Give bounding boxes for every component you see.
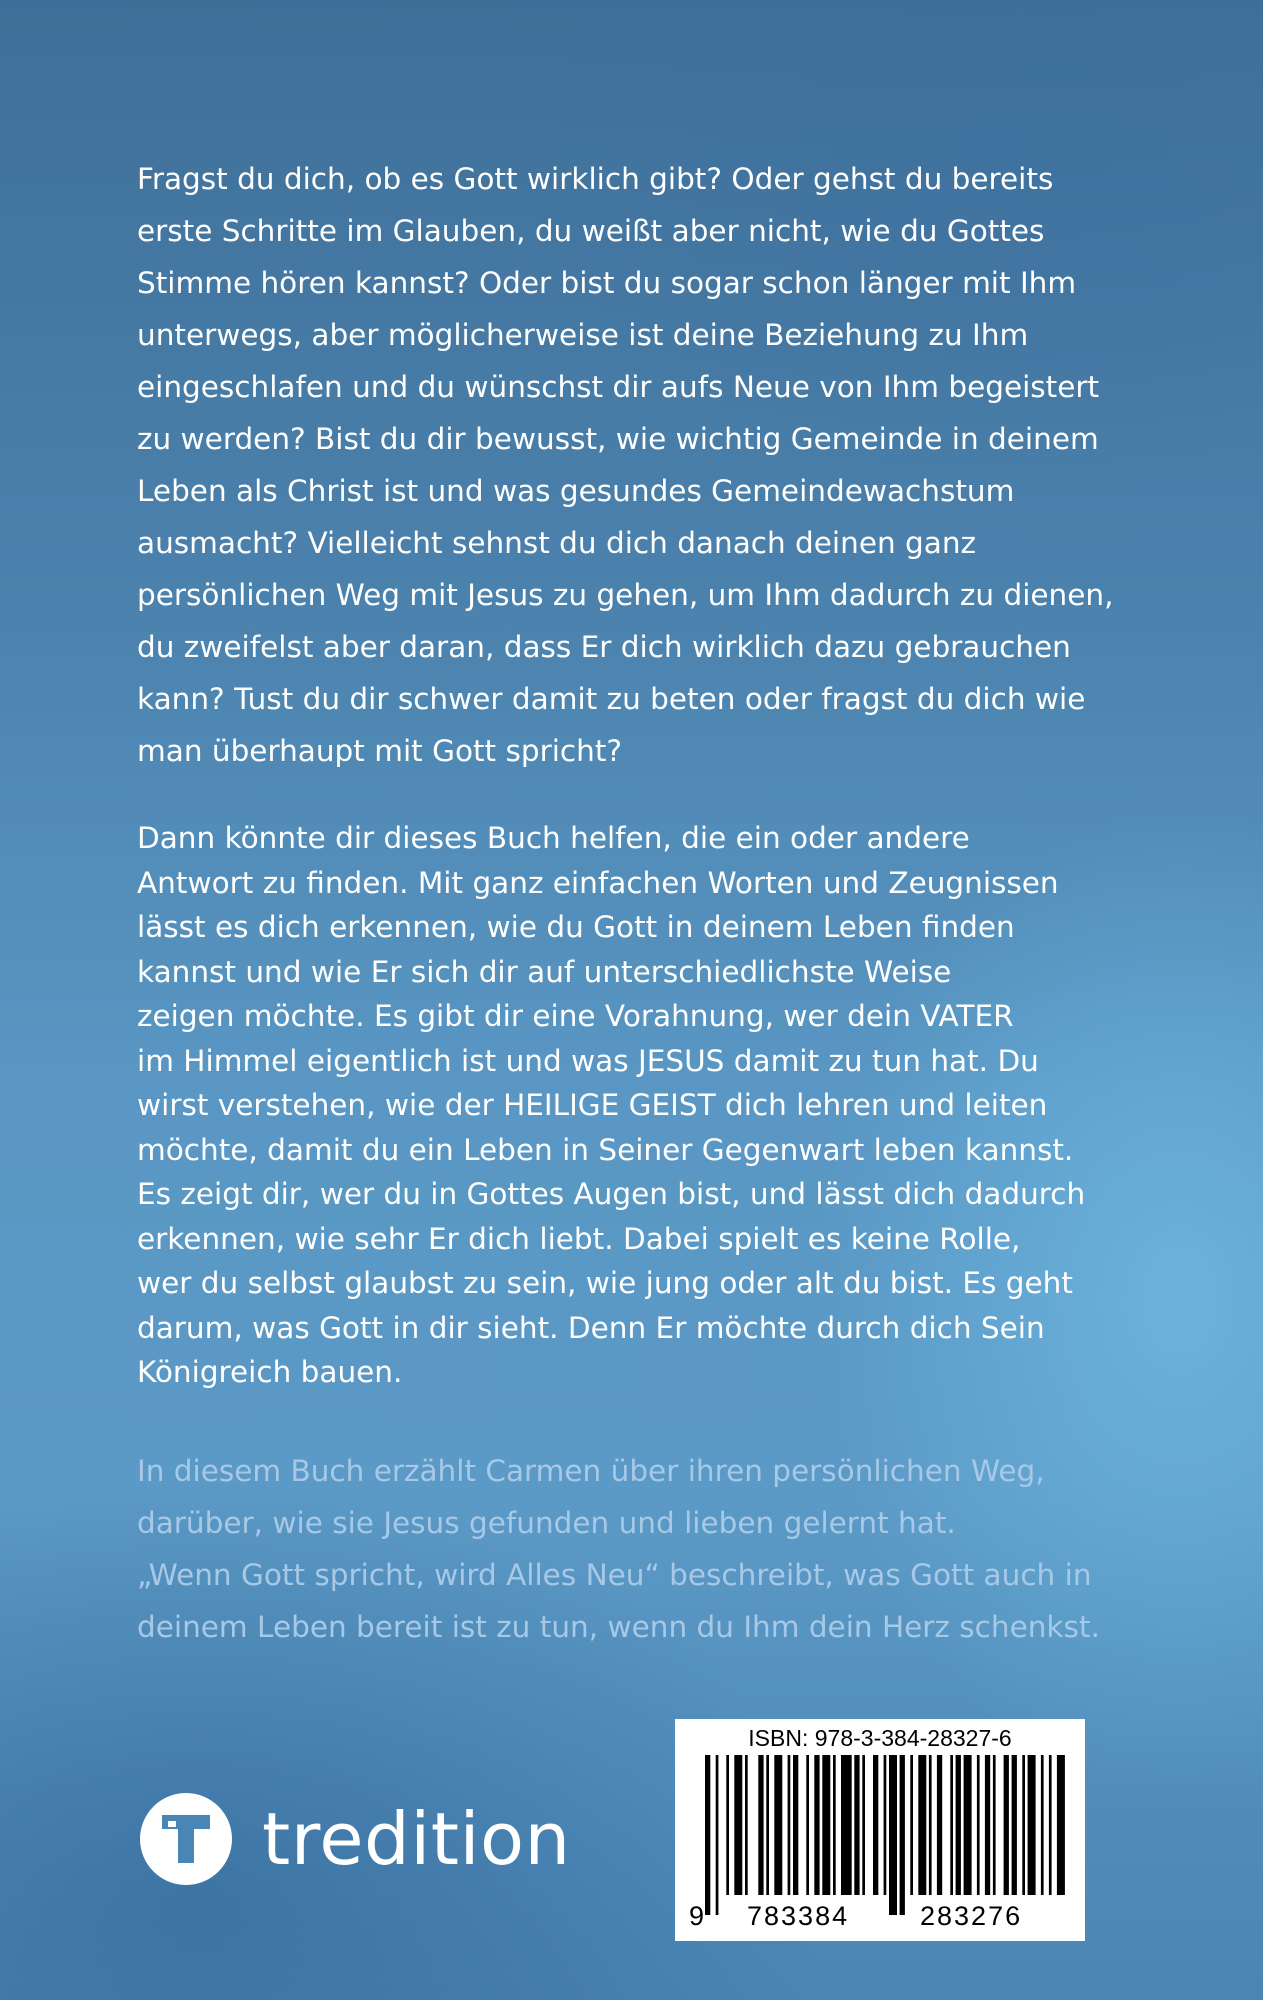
text-line: eingeschlafen und du wünschst dir aufs Neue von Ihm begeistert bbox=[137, 370, 1100, 404]
text-line: erste Schritte im Glauben, du weißt aber nicht, wie du Gottes bbox=[137, 214, 1045, 248]
barcode-bar bbox=[862, 1755, 865, 1895]
text-line: zu werden? Bist du dir bewusst, wie wichtig Gemeinde in deinem bbox=[137, 422, 1099, 456]
barcode-bars bbox=[675, 1719, 1085, 1941]
barcode-bar bbox=[793, 1755, 798, 1895]
barcode-bar bbox=[766, 1755, 769, 1895]
barcode-bar bbox=[977, 1755, 980, 1895]
barcode-bar bbox=[884, 1755, 887, 1895]
barcode-bar bbox=[705, 1755, 710, 1915]
barcode-bar bbox=[950, 1755, 953, 1895]
barcode-bar bbox=[734, 1755, 742, 1895]
text-line: unterwegs, aber möglicherweise ist deine Beziehung zu Ihm bbox=[137, 318, 1029, 352]
barcode-bar bbox=[788, 1755, 791, 1895]
barcode-bar bbox=[854, 1755, 859, 1895]
text-line: kannst und wie Er sich dir auf unterschiedlichste Weise bbox=[137, 954, 952, 989]
text-line: „Wenn Gott spricht, wird Alles Neu“ beschreibt, was Gott auch in bbox=[137, 1558, 1092, 1592]
text-line: wer du selbst glaubst zu sein, wie jung oder alt du bist. Es geht bbox=[137, 1266, 1073, 1300]
text-line: im Himmel eigentlich ist und was JESUS damit zu tun hat. Du bbox=[137, 1043, 1039, 1078]
text-line: lässt es dich erkennen, wie du Gott in deinem Leben finden bbox=[137, 910, 1015, 944]
isbn-barcode bbox=[675, 1719, 1085, 1941]
intro-paragraph bbox=[137, 153, 1147, 777]
barcode-bar bbox=[993, 1755, 996, 1895]
text-line: erkennen, wie sehr Er dich liebt. Dabei spielt es keine Rolle, bbox=[137, 1221, 1021, 1256]
text-line: deinem Leben bereit ist zu tun, wenn du Ihm dein Herz schenkst. bbox=[137, 1610, 1100, 1644]
description-paragraph bbox=[137, 816, 1147, 1395]
text-line: Antwort zu finden. Mit ganz einfachen Worten und Zeugnissen bbox=[137, 865, 1059, 900]
barcode-bar bbox=[964, 1755, 972, 1895]
text-line: darum, was Gott in dir sieht. Denn Er möchte durch dich Sein bbox=[137, 1310, 1045, 1345]
text-line: persönlichen Weg mit Jesus zu gehen, um Ihm dadurch zu dienen, bbox=[137, 578, 1114, 612]
barcode-bar bbox=[1012, 1755, 1017, 1895]
text-line: Königreich bauen. bbox=[137, 1355, 403, 1389]
text-line: kann? Tust du dir schwer damit zu beten oder fragst du dich wie bbox=[137, 682, 1086, 716]
isbn-label: ISBN: 978-3-384-28327-6 bbox=[748, 1725, 1012, 1751]
barcode-digits-right: 283276 bbox=[920, 1901, 1023, 1931]
publisher-name: tredition bbox=[262, 1797, 571, 1881]
barcode-bar bbox=[1041, 1755, 1044, 1895]
text-line: man überhaupt mit Gott spricht? bbox=[137, 734, 623, 768]
text-line: ausmacht? Vielleicht sehnst du dich danach deinen ganz bbox=[137, 526, 977, 560]
text-line: du zweifelst aber daran, dass Er dich wirklich dazu gebrauchen bbox=[137, 630, 1071, 664]
text-line: zeigen möchte. Es gibt dir eine Vorahnung, wer dein VATER bbox=[137, 999, 1014, 1033]
barcode-bar bbox=[1022, 1755, 1025, 1895]
barcode-bar bbox=[910, 1755, 913, 1895]
barcode-bar bbox=[929, 1755, 932, 1895]
barcode-bar bbox=[937, 1755, 942, 1895]
text-line: Fragst du dich, ob es Gott wirklich gibt? Oder gehst du bereits bbox=[137, 162, 1054, 196]
barcode-bar bbox=[833, 1755, 836, 1895]
barcode-bar bbox=[806, 1755, 809, 1895]
barcode-bar bbox=[918, 1755, 926, 1895]
barcode-bar bbox=[956, 1755, 961, 1895]
barcode-bar bbox=[900, 1755, 905, 1915]
text-line: Leben als Christ ist und was gesundes Gemeindewachstum bbox=[137, 474, 1015, 508]
barcode-bar bbox=[1049, 1755, 1052, 1895]
text-line: möchte, damit du ein Leben in Seiner Gegenwart leben kannst. bbox=[137, 1132, 1074, 1167]
barcode-bar bbox=[841, 1755, 852, 1895]
author-summary-paragraph bbox=[137, 1445, 1147, 1653]
tredition-logo-icon bbox=[140, 1793, 232, 1885]
barcode-bar bbox=[1004, 1755, 1009, 1895]
barcode-bar bbox=[873, 1755, 878, 1895]
barcode-bar bbox=[716, 1755, 719, 1915]
barcode-bar bbox=[822, 1755, 830, 1895]
text-line: Es zeigt dir, wer du in Gottes Augen bist, und lässt dich dadurch bbox=[137, 1177, 1086, 1211]
barcode-digits-left: 783384 bbox=[747, 1901, 850, 1931]
barcode-bar bbox=[758, 1755, 763, 1895]
barcode-bar bbox=[726, 1755, 729, 1895]
barcode-digit-first: 9 bbox=[689, 1901, 707, 1931]
barcode-bar bbox=[745, 1755, 748, 1895]
text-line: darüber, wie sie Jesus gefunden und lieben gelernt hat. bbox=[137, 1506, 956, 1540]
barcode-bar bbox=[814, 1755, 819, 1895]
barcode-bar bbox=[1028, 1755, 1036, 1895]
barcode-bar bbox=[889, 1755, 897, 1915]
text-line: Stimme hören kannst? Oder bist du sogar schon länger mit Ihm bbox=[137, 266, 1077, 300]
barcode-bar bbox=[985, 1755, 990, 1895]
barcode-bar bbox=[1057, 1755, 1065, 1895]
publisher-logo bbox=[140, 1792, 571, 1886]
text-line: Dann könnte dir dieses Buch helfen, die ein oder andere bbox=[137, 821, 970, 855]
barcode-bar bbox=[774, 1755, 782, 1895]
text-line: In diesem Buch erzählt Carmen über ihren persönlichen Weg, bbox=[137, 1454, 1045, 1488]
text-line: wirst verstehen, wie der HEILIGE GEIST dich lehren und leiten bbox=[137, 1088, 1048, 1122]
